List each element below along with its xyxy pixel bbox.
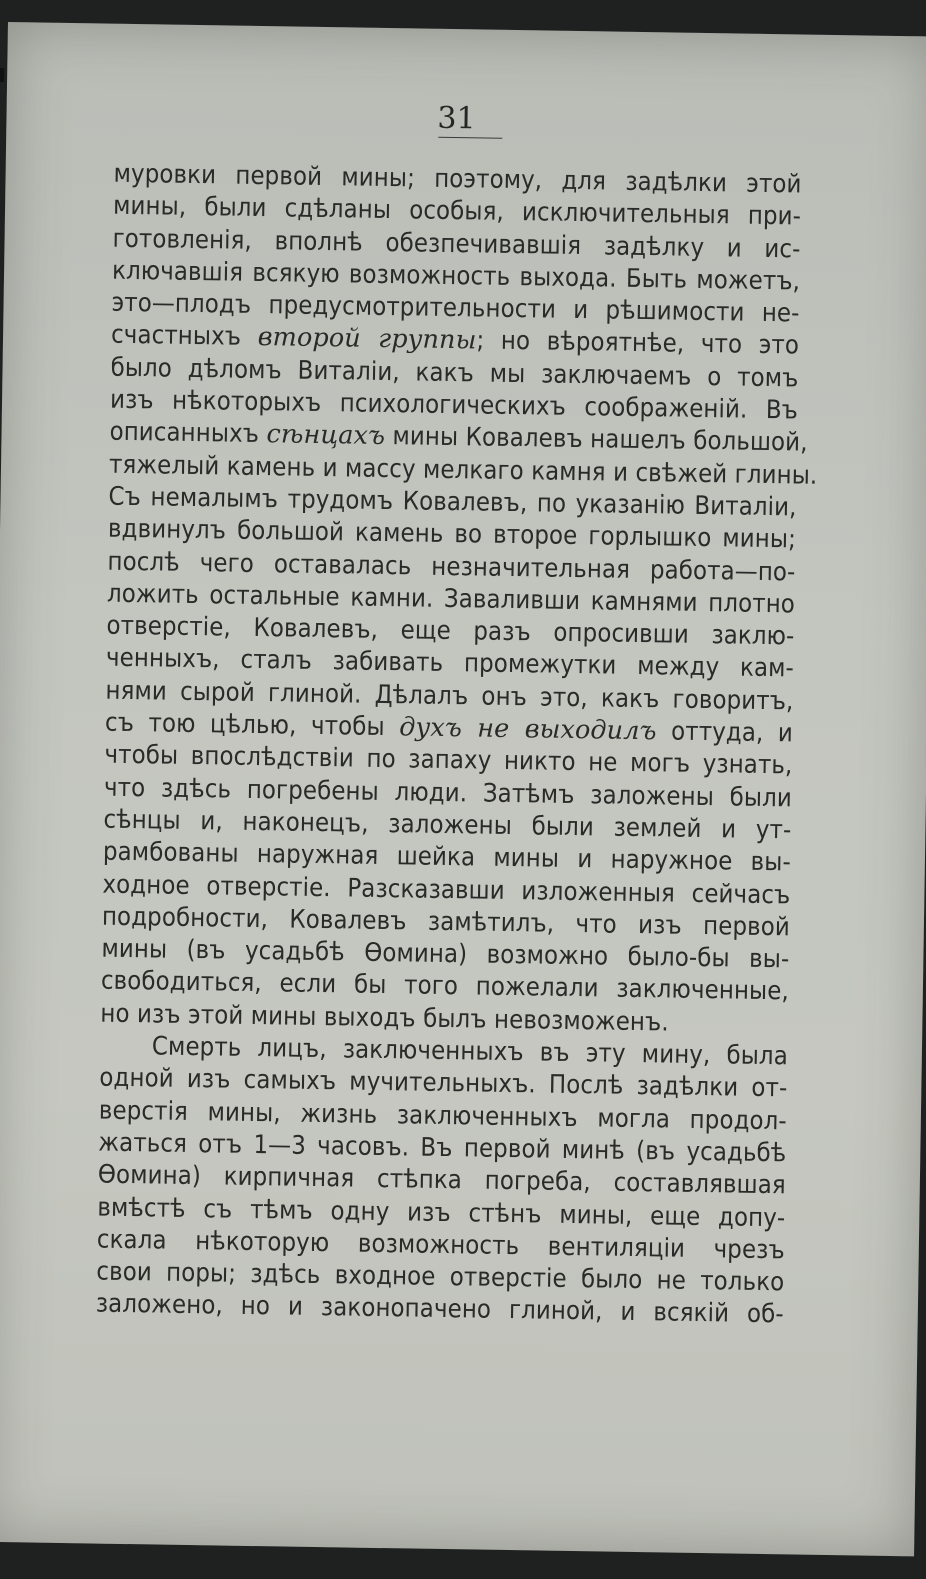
text-line: муровки первой мины; поэтому, для задѣлки этой <box>113 158 802 200</box>
text-line: Съ немалымъ трудомъ Ковалевъ, по указанію Виталіи, <box>108 481 797 523</box>
text-line: отверстіе, Ковалевъ, еще разъ опросивши заклю- <box>106 610 795 652</box>
text-segment: оттуда, и <box>656 716 794 749</box>
text-line: сѣнцы и, наконецъ, заложены были землей и ут- <box>103 804 792 846</box>
text-line: свободиться, если бы того пожелали заключенные, <box>100 966 790 1007</box>
text-line: рамбованы наружная шейка мины и наружное вы- <box>102 836 792 878</box>
text-line: Ѳомина) кирпичная стѣпка погреба, составлявшая <box>97 1159 787 1201</box>
text-segment: мины Ковалевъ нашелъ большой, <box>384 421 808 458</box>
italic-phrase: духъ не выходилъ <box>398 712 657 747</box>
text-line: готовленія, вполнѣ обезпечивавшія задѣлку и ис- <box>112 223 801 265</box>
text-segment: счастныхъ <box>110 320 258 353</box>
text-line: послѣ чего оставалась незначительная работа—по- <box>107 546 796 587</box>
text-line: чтобы впослѣдствіи по запаху никто не могъ узнать, <box>104 739 793 781</box>
text-line: подробности, Ковалевъ замѣтилъ, что изъ первой <box>101 901 791 943</box>
text-line: вдвинулъ большой камень во второе горлышко мины; <box>107 513 797 555</box>
text-line: Смерть лицъ, заключенныхъ въ эту мину, была <box>151 1031 789 1072</box>
binding-mark <box>0 68 4 82</box>
text-line: нями сырой глиной. Дѣлалъ онъ это, какъ говоритъ, <box>105 675 794 717</box>
text-segment: съ тою цѣлью, чтобы <box>104 707 400 743</box>
text-line: ходное отверстіе. Разсказавши изложенныя сейчасъ <box>102 869 791 910</box>
page-number: 31 <box>437 100 476 137</box>
text-line: вмѣстѣ съ тѣмъ одну изъ стѣнъ мины, еще допу- <box>97 1192 786 1233</box>
text-line: было дѣломъ Виталіи, какъ мы заключаемъ о томъ <box>110 352 799 394</box>
text-line: но изъ этой мины выходъ былъ невозможенъ. <box>100 998 669 1038</box>
text-line: мины, были сдѣланы особыя, исключительныя при- <box>112 190 802 232</box>
text-segment: описанныхъ <box>109 417 267 450</box>
text-line: ченныхъ, сталъ забивать промежутки между кам- <box>105 643 795 684</box>
book-page <box>0 22 926 1556</box>
text-line: свои поры; здѣсь входное отверстіе было не только <box>96 1256 785 1298</box>
text-line: что здѣсь погребены люди. Затѣмъ заложены были <box>103 772 793 814</box>
page-number-rule <box>438 137 502 139</box>
text-line: скала нѣкоторую возможность вентиляціи чрезъ <box>96 1224 786 1266</box>
text-line: мины (въ усадьбѣ Ѳомина) возможно было-бы вы- <box>101 933 790 975</box>
italic-phrase: сѣнцахъ <box>266 419 386 452</box>
text-line: заложено, но и законопачено глиной, и всякій об- <box>95 1288 785 1330</box>
text-line: ложить остальные камни. Заваливши камнями плотно <box>106 578 796 620</box>
italic-phrase: второй группы <box>257 322 477 356</box>
text-line: изъ нѣкоторыхъ психологическихъ соображеній. Въ <box>109 384 799 426</box>
text-line: одной изъ самыхъ мучительныхъ. Послѣ задѣлки от- <box>99 1062 788 1104</box>
body-text <box>95 158 818 1331</box>
text-segment: ; но вѣроятнѣе, что это <box>476 325 800 361</box>
text-line: ключавшія всякую возможность выхода. Быть можетъ, <box>111 255 801 297</box>
text-line: верстія мины, жизнь заключенныхъ могла продол- <box>98 1095 788 1136</box>
text-line: тяжелый камень и массу мелкаго камня и свѣжей глины. <box>108 449 818 491</box>
text-line: жаться отъ 1—3 часовъ. Въ первой минѣ (въ усадьбѣ <box>98 1127 787 1169</box>
text-line: это—плодъ предусмотрительности и рѣшимости не- <box>111 287 800 329</box>
